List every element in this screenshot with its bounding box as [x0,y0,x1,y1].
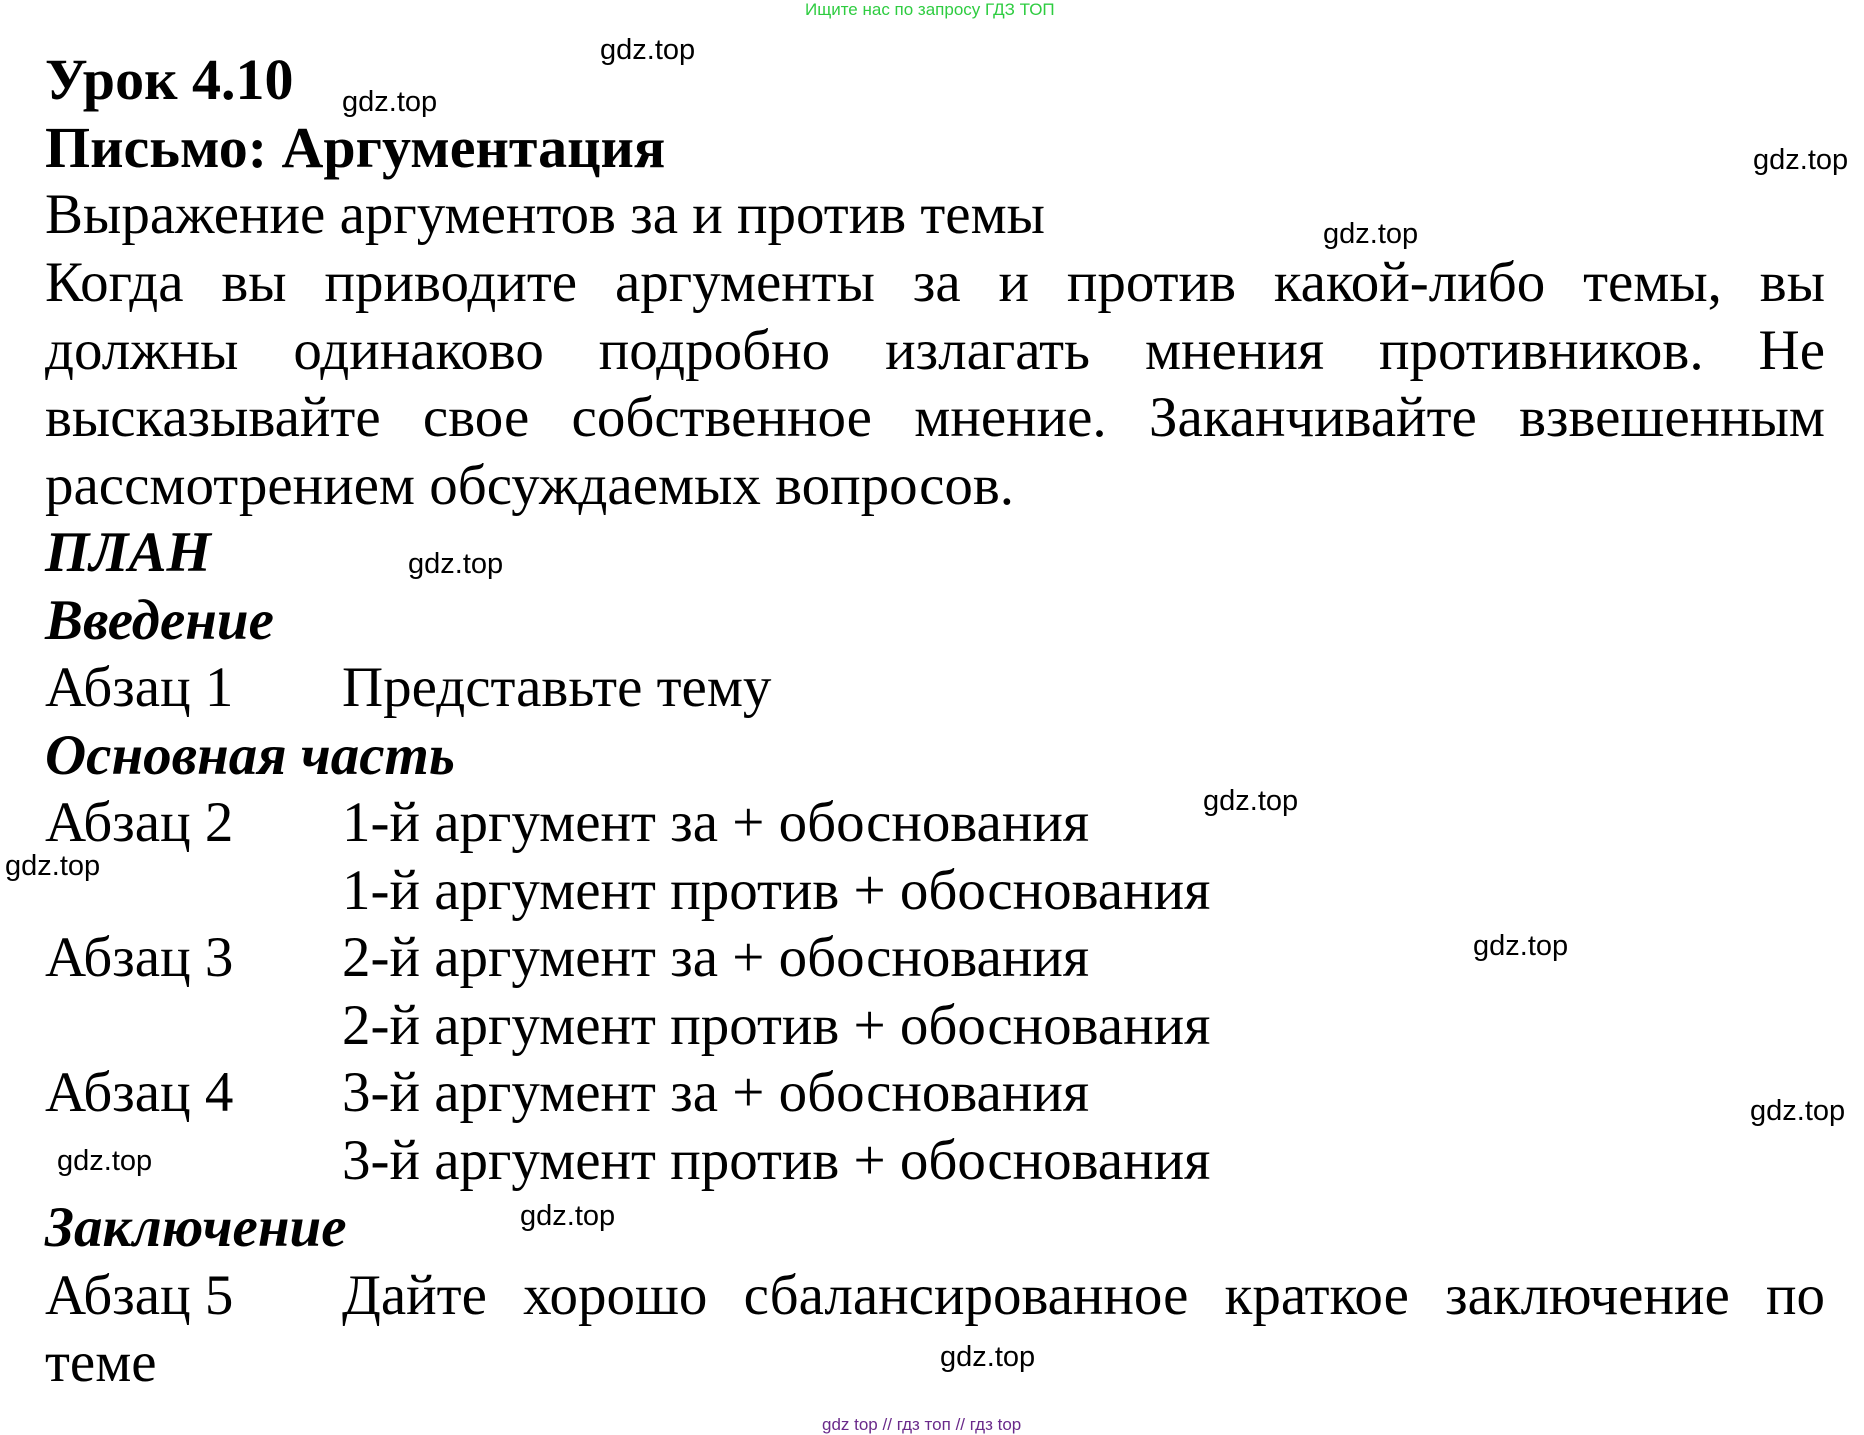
top-banner-link[interactable]: Ищите нас по запросу ГДЗ ТОП [805,0,1055,19]
watermark: gdz.top [1323,218,1419,250]
watermark: gdz.top [57,1145,153,1177]
intro-line-1: Когда вы приводите аргументы за и против какой-либо темы, вы [45,251,1825,314]
watermark: gdz.top [600,34,696,66]
footer-separator: // [955,1415,966,1434]
paragraph-2-line-1: 1-й аргумент за + обоснования [342,791,1090,854]
watermark: gdz.top [520,1200,616,1232]
page-heading: Письмо: Аргументация [45,115,666,180]
plan-title: ПЛАН [45,521,211,584]
paragraph-1-text: Представьте тему [342,656,772,719]
watermark: gdz.top [1753,144,1849,176]
intro-line-4: рассмотрением обсуждаемых вопросов. [45,454,1015,517]
watermark: gdz.top [1473,930,1569,962]
paragraph-2-line-2: 1-й аргумент против + обоснования [342,859,1211,922]
footer-link-1[interactable]: gdz top [822,1415,878,1434]
paragraph-4-label: Абзац 4 [45,1061,234,1124]
paragraph-5-label: Абзац 5 [45,1264,234,1327]
watermark: gdz.top [408,548,504,580]
watermark: gdz.top [5,850,101,882]
paragraph-4-line-2: 3-й аргумент против + обоснования [342,1129,1211,1192]
paragraph-1-label: Абзац 1 [45,656,234,719]
intro-line-2: должны одинаково подробно излагать мнения противников. Не [45,319,1825,382]
footer-links [822,1415,1021,1435]
footer-link-2[interactable]: гдз топ [896,1415,951,1434]
paragraph-3-line-2: 2-й аргумент против + обоснования [342,994,1211,1057]
watermark: gdz.top [1203,785,1299,817]
footer-separator: // [882,1415,892,1434]
subtitle: Выражение аргументов за и против темы [45,183,1045,246]
paragraph-2-label: Абзац 2 [45,791,234,854]
footer-link-3[interactable]: гдз top [969,1415,1022,1434]
paragraph-4-line-1: 3-й аргумент за + обоснования [342,1061,1090,1124]
section-main: Основная часть [45,724,455,787]
paragraph-3-label: Абзац 3 [45,926,234,989]
paragraph-5-line-1: Дайте хорошо сбалансированное краткое заключение по [342,1264,1825,1327]
watermark: gdz.top [940,1341,1036,1373]
watermark: gdz.top [1750,1095,1846,1127]
section-conclusion: Заключение [45,1196,347,1259]
watermark: gdz.top [342,86,438,118]
intro-line-3: высказывайте свое собственное мнение. Заканчивайте взвешенным [45,386,1825,449]
lesson-title: Урок 4.10 [45,47,294,112]
section-intro: Введение [45,589,274,652]
paragraph-3-line-1: 2-й аргумент за + обоснования [342,926,1090,989]
paragraph-5-line-2: теме [45,1331,157,1394]
